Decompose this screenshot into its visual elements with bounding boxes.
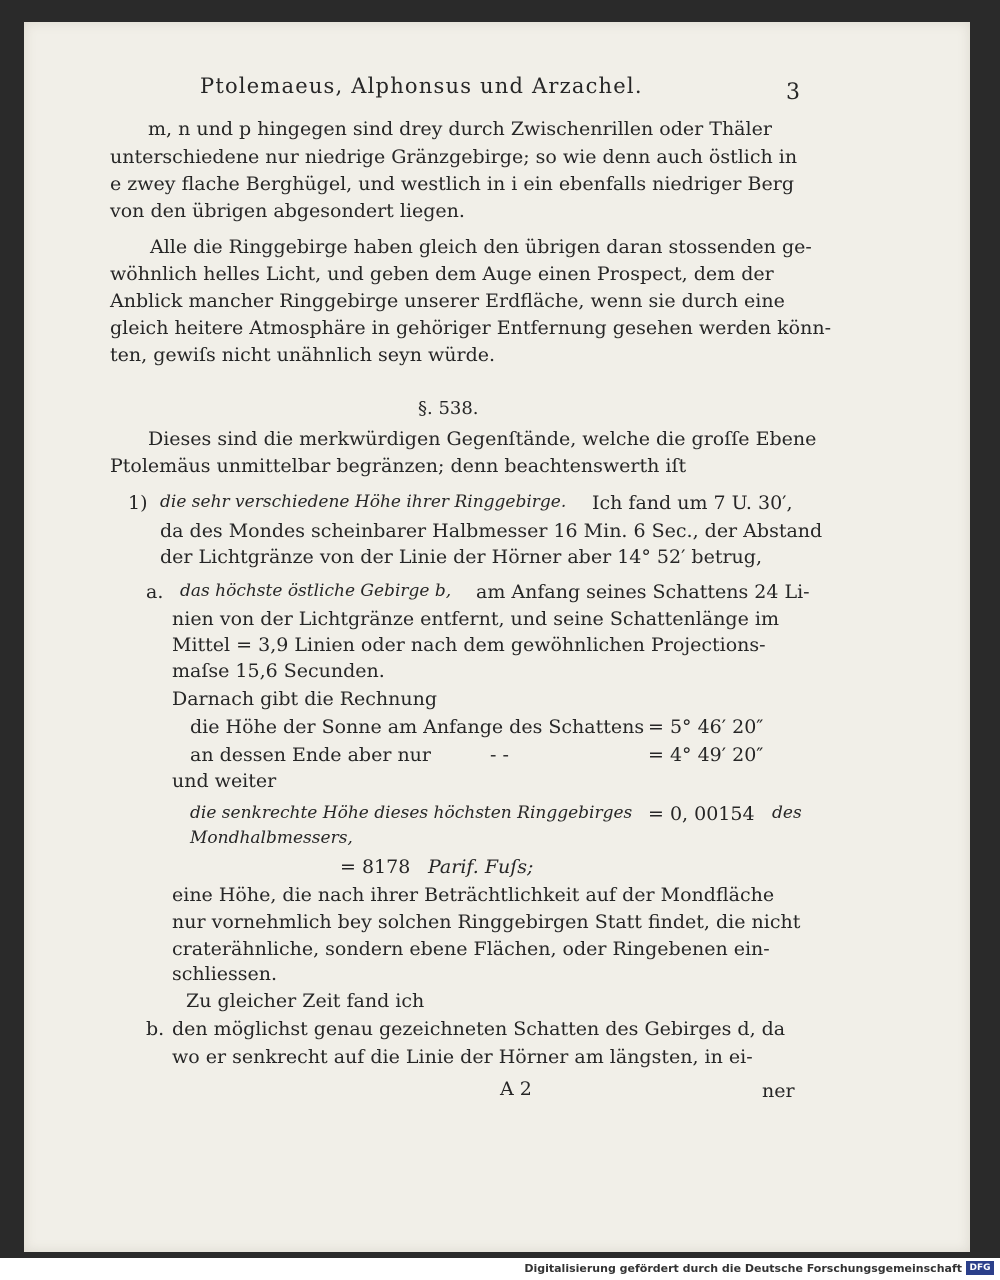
remark-line: eine Höhe, die nach ihrer Beträchtlichkeit auf der Mondfläche	[172, 884, 775, 906]
und-weiter: und weiter	[172, 770, 277, 792]
item1-line: da des Mondes scheinbarer Halbmesser 16 Min. 6 Sec., der Abstand	[160, 520, 823, 542]
remark-line: nur vornehmlich bey solchen Ringgebirgen Statt findet, die nicht	[172, 911, 801, 933]
height-line1-des: des	[772, 803, 802, 823]
remark-line: craterähnliche, sondern ebene Flächen, oder Ringebenen ein-	[172, 938, 770, 960]
item-a-line: nien von der Lichtgränze entfernt, und seine Schattenlänge im	[172, 608, 779, 630]
calc-row1-label: die Höhe der Sonne am Anfange des Schattens	[190, 716, 645, 738]
paragraph1-line: von den übrigen abgesondert liegen.	[110, 200, 465, 222]
paragraph1-line: e zwey flache Berghügel, und westlich in i ein ebenfalls niedriger Berg	[110, 173, 794, 195]
paragraph2-line: ten, gewiſs nicht unähnlich seyn würde.	[110, 344, 496, 366]
remark-line: schliessen.	[172, 963, 278, 985]
item1-marker: 1)	[128, 492, 148, 514]
height-line2: Mondhalbmessers,	[190, 828, 353, 848]
calc-row2-value: = 4° 49′ 20″	[648, 744, 764, 766]
paragraph2-line: Alle die Ringgebirge haben gleich den übrigen daran stossenden ge-	[150, 236, 812, 258]
paragraph3-line: Ptolemäus unmittelbar begränzen; denn beachtenswerth iſt	[110, 455, 687, 477]
height-line1-label: die senkrechte Höhe dieses höchsten Ringgebirges	[190, 803, 633, 823]
page-number: 3	[786, 80, 800, 105]
digitization-footer	[0, 1258, 1000, 1280]
catchword: ner	[762, 1080, 795, 1102]
calc-intro: Darnach gibt die Rechnung	[172, 688, 438, 710]
height-result: = 8178	[340, 856, 411, 878]
signature-mark: A 2	[500, 1078, 532, 1100]
calc-row2-label: an dessen Ende aber nur	[190, 744, 431, 766]
item-a-line1-rest: am Anfang seines Schattens 24 Li-	[476, 581, 810, 603]
section-heading: §. 538.	[418, 398, 479, 419]
paragraph1-line: unterschiedene nur niedrige Gränzgebirge; so wie denn auch östlich in	[110, 146, 798, 168]
height-result-unit: Parif. Fuſs;	[428, 856, 534, 878]
item-b-marker: b.	[146, 1018, 165, 1040]
item-a-italic-lead: das höchste östliche Gebirge b,	[180, 581, 452, 601]
calc-row2-dashes: - -	[490, 744, 509, 766]
height-line1-value: = 0, 00154	[648, 803, 755, 825]
item1-line1-rest: Ich fand um 7 U. 30′,	[592, 492, 793, 514]
item-a-marker: a.	[146, 581, 164, 603]
item1-line: der Lichtgränze von der Linie der Hörner aber 14° 52′ betrug,	[160, 546, 762, 568]
paragraph2-line: gleich heitere Atmosphäre in gehöriger Entfernung gesehen werden könn-	[110, 317, 832, 339]
zu-gleicher-line: Zu gleicher Zeit fand ich	[186, 990, 425, 1012]
item-b-line: den möglichst genau gezeichneten Schatten des Gebirges d, da	[172, 1018, 786, 1040]
item1-italic-lead: die sehr verschiedene Höhe ihrer Ringgebirge.	[160, 492, 567, 512]
footer-text: Digitalisierung gefördert durch die Deutsche Forschungsgemeinschaft	[524, 1262, 962, 1275]
item-a-line: Mittel = 3,9 Linien oder nach dem gewöhnlichen Projections-	[172, 634, 766, 656]
paragraph2-line: Anblick mancher Ringgebirge unserer Erdfläche, wenn sie durch eine	[110, 290, 785, 312]
running-head-title: Ptolemaeus, Alphonsus und Arzachel.	[200, 74, 643, 98]
paragraph2-line: wöhnlich helles Licht, und geben dem Auge einen Prospect, dem der	[110, 263, 774, 285]
dfg-logo-icon: DFG	[966, 1261, 994, 1275]
item-a-line: maſse 15,6 Secunden.	[172, 660, 385, 682]
item-b-line: wo er senkrecht auf die Linie der Hörner am längsten, in ei-	[172, 1046, 753, 1068]
paragraph3-line: Dieses sind die merkwürdigen Gegenſtände, welche die groſſe Ebene	[148, 428, 817, 450]
paragraph1-line: m, n und p hingegen sind drey durch Zwischenrillen oder Thäler	[148, 118, 772, 140]
calc-row1-value: = 5° 46′ 20″	[648, 716, 764, 738]
